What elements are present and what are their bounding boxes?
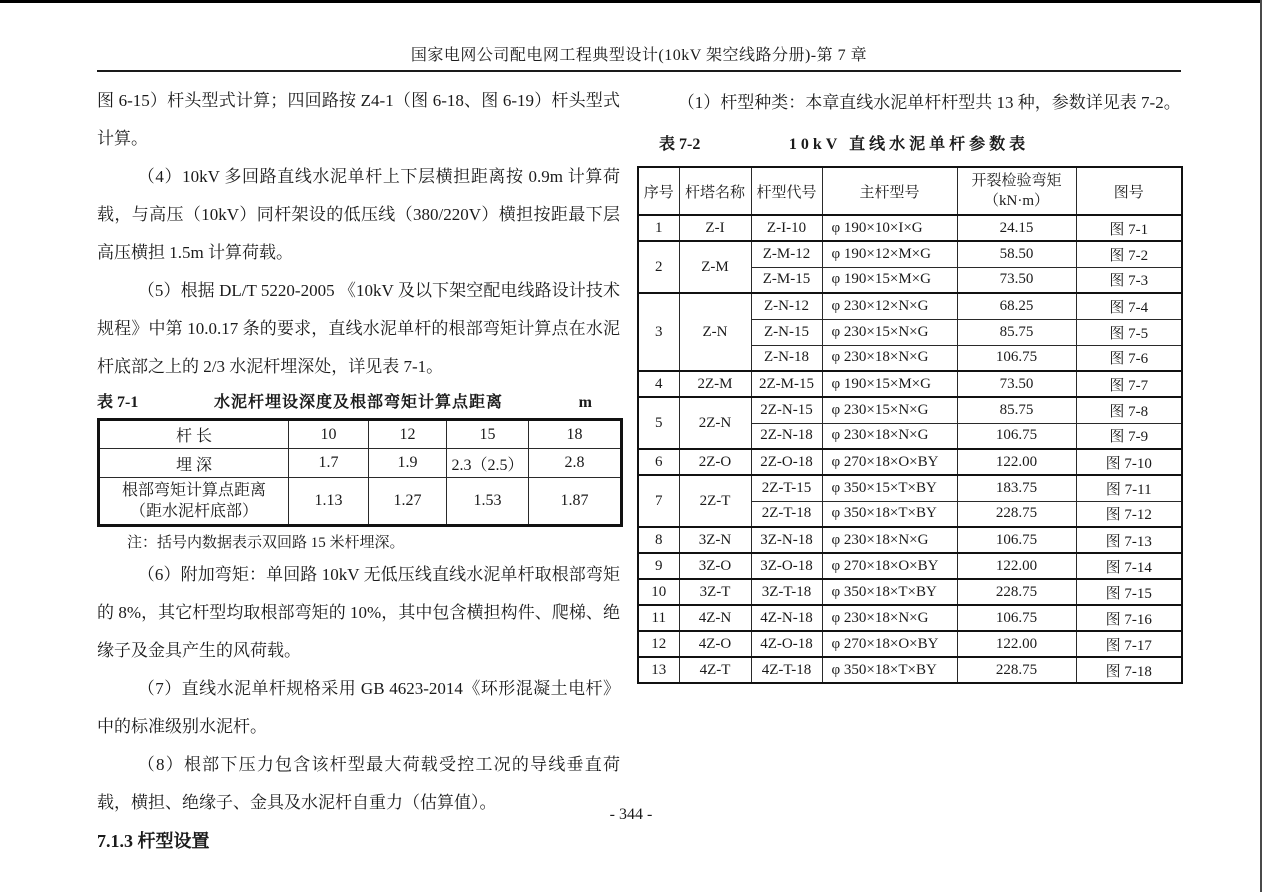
cell-code: Z-I-10 [751, 215, 822, 241]
row-header-line2: （距水泥杆底部） [129, 503, 258, 520]
cell-fig: 图 7-4 [1076, 293, 1182, 319]
cell-spec: φ 350×18×T×BY [822, 579, 957, 605]
cell-name: 4Z-N [679, 605, 751, 631]
cell-name: Z-M [679, 241, 751, 293]
cell-code: Z-N-12 [751, 293, 822, 319]
cell-moment: 122.00 [957, 631, 1076, 657]
cell-code: 2Z-T-15 [751, 475, 822, 501]
cell-moment: 58.50 [957, 241, 1076, 267]
table-title: 10kV 直线水泥单杆参数表 [788, 136, 1030, 153]
cell-fig: 图 7-9 [1076, 423, 1182, 449]
cell-moment: 228.75 [957, 501, 1076, 527]
table-label: 表 7-2 [659, 136, 701, 153]
cell: 15 [447, 420, 529, 449]
cell-spec: φ 350×18×T×BY [822, 501, 957, 527]
cell-spec: φ 230×15×N×G [822, 397, 957, 423]
table-row [638, 241, 1182, 267]
table-row [99, 449, 622, 478]
cell-moment: 85.75 [957, 397, 1076, 423]
cell-no: 12 [638, 631, 679, 657]
page-header-title: 国家电网公司配电网工程典型设计(10kV 架空线路分册)-第 7 章 [410, 47, 868, 64]
cell-moment: 106.75 [957, 345, 1076, 371]
table-7-1-caption [97, 388, 620, 418]
cell-no: 5 [638, 397, 679, 449]
cell-fig: 图 7-1 [1076, 215, 1182, 241]
cell-moment: 106.75 [957, 527, 1076, 553]
cell: 1.13 [289, 478, 369, 526]
cell: 2.8 [529, 449, 622, 478]
column-header [957, 167, 1076, 215]
cell-fig: 图 7-18 [1076, 657, 1182, 683]
cell-spec: φ 190×15×M×G [822, 267, 957, 293]
column-header-line1: 开裂检验弯矩 [971, 173, 1062, 189]
cell-moment: 183.75 [957, 475, 1076, 501]
table-unit: m [578, 394, 592, 411]
cell-code: Z-N-18 [751, 345, 822, 371]
cell-name: 3Z-T [679, 579, 751, 605]
cell-no: 3 [638, 293, 679, 371]
cell: 10 [289, 420, 369, 449]
row-header-cell: 杆 长 [99, 420, 289, 449]
cell-no: 13 [638, 657, 679, 683]
cell-fig: 图 7-17 [1076, 631, 1182, 657]
column-header: 杆塔名称 [679, 167, 751, 215]
cell-spec: φ 350×18×T×BY [822, 657, 957, 683]
cell-fig: 图 7-15 [1076, 579, 1182, 605]
table-7-2 [637, 166, 1183, 684]
cell: 1.27 [369, 478, 447, 526]
cell-name: 2Z-O [679, 449, 751, 475]
paragraph: （6）附加弯矩：单回路 10kV 无低压线直线水泥单杆取根部弯矩的 8%，其它杆型均取根部弯矩的 10%，其中包含横担构件、爬梯、绝缘子及金具产生的风荷载。 [97, 565, 620, 660]
table-row [638, 293, 1182, 319]
cell-no: 7 [638, 475, 679, 527]
cell-no: 6 [638, 449, 679, 475]
cell-code: 3Z-O-18 [751, 553, 822, 579]
cell-spec: φ 230×18×N×G [822, 345, 957, 371]
cell-fig: 图 7-11 [1076, 475, 1182, 501]
cell-code: 2Z-T-18 [751, 501, 822, 527]
cell-spec: φ 270×18×O×BY [822, 553, 957, 579]
table-row [638, 579, 1182, 605]
table-row [638, 449, 1182, 475]
cell-moment: 122.00 [957, 449, 1076, 475]
cell-code: 3Z-N-18 [751, 527, 822, 553]
cell-moment: 228.75 [957, 657, 1076, 683]
scan-border-top [0, 0, 1262, 3]
cell-fig: 图 7-2 [1076, 241, 1182, 267]
cell-spec: φ 190×15×M×G [822, 371, 957, 397]
cell-code: Z-N-15 [751, 319, 822, 345]
cell-moment: 73.50 [957, 267, 1076, 293]
cell-fig: 图 7-8 [1076, 397, 1182, 423]
cell: 1.9 [369, 449, 447, 478]
table-title: 水泥杆埋设深度及根部弯矩计算点距离 [213, 394, 503, 411]
cell-code: Z-M-15 [751, 267, 822, 293]
row-header-cell [99, 478, 289, 526]
cell-name: 2Z-M [679, 371, 751, 397]
cell-moment: 68.25 [957, 293, 1076, 319]
cell-name: 2Z-T [679, 475, 751, 527]
left-column [97, 82, 620, 860]
table-label: 表 7-1 [97, 394, 139, 411]
cell-no: 11 [638, 605, 679, 631]
cell-moment: 106.75 [957, 423, 1076, 449]
cell-code: 4Z-N-18 [751, 605, 822, 631]
cell-fig: 图 7-7 [1076, 371, 1182, 397]
cell-code: 2Z-N-18 [751, 423, 822, 449]
table-row [638, 553, 1182, 579]
cell-spec: φ 190×12×M×G [822, 241, 957, 267]
cell-moment: 106.75 [957, 605, 1076, 631]
cell-name: 4Z-T [679, 657, 751, 683]
cell-no: 1 [638, 215, 679, 241]
paragraph: （4）10kV 多回路直线水泥单杆上下层横担距离按 0.9m 计算荷载，与高压（10kV）同杆架设的低压线（380/220V）横担按距最下层高压横担 1.5m 计算荷载。 [97, 167, 620, 262]
cell-code: 3Z-T-18 [751, 579, 822, 605]
cell: 18 [529, 420, 622, 449]
cell-name: 3Z-N [679, 527, 751, 553]
table-7-1-note: 注：括号内数据表示双回路 15 米杆埋深。 [127, 535, 405, 551]
table-row [638, 215, 1182, 241]
cell-moment: 122.00 [957, 553, 1076, 579]
cell-no: 8 [638, 527, 679, 553]
row-header-line1: 根部弯矩计算点距离 [121, 482, 266, 499]
table-row [638, 605, 1182, 631]
cell: 1.53 [447, 478, 529, 526]
table-row [99, 420, 622, 449]
cell-fig: 图 7-16 [1076, 605, 1182, 631]
cell-moment: 24.15 [957, 215, 1076, 241]
cell-code: 4Z-T-18 [751, 657, 822, 683]
paragraph: （5）根据 DL/T 5220-2005 《10kV 及以下架空配电线路设计技术规程》中第 10.0.17 条的要求，直线水泥单杆的根部弯矩计算点在水泥杆底部之上的 2/3 水泥杆埋深处，详见表 7-1。 [97, 281, 620, 376]
cell-name: 4Z-O [679, 631, 751, 657]
table-row [638, 527, 1182, 553]
table-7-2-caption [637, 130, 1181, 160]
cell-fig: 图 7-10 [1076, 449, 1182, 475]
cell-no: 2 [638, 241, 679, 293]
column-header: 主杆型号 [822, 167, 957, 215]
cell-code: 2Z-N-15 [751, 397, 822, 423]
cell-no: 10 [638, 579, 679, 605]
cell-fig: 图 7-3 [1076, 267, 1182, 293]
cell-fig: 图 7-14 [1076, 553, 1182, 579]
cell-code: 4Z-O-18 [751, 631, 822, 657]
table-7-1 [97, 418, 623, 527]
section-heading: 7.1.3 杆型设置 [97, 831, 210, 851]
paragraph: （7）直线水泥单杆规格采用 GB 4623-2014《环形混凝土电杆》中的标准级别水泥杆。 [97, 679, 620, 736]
paragraph: （8）根部下压力包含该杆型最大荷载受控工况的导线垂直荷载，横担、绝缘子、金具及水泥杆自重力（估算值）。 [97, 755, 620, 812]
cell-name: Z-I [679, 215, 751, 241]
cell-name: Z-N [679, 293, 751, 371]
table-header-row [638, 167, 1182, 215]
column-header-line2: （kN·m） [984, 193, 1049, 209]
cell: 2.3（2.5） [447, 449, 529, 478]
cell-spec: φ 350×15×T×BY [822, 475, 957, 501]
paragraph: （1）杆型种类：本章直线水泥单杆杆型共 13 种，参数详见表 7-2。 [677, 93, 1181, 112]
right-column [637, 84, 1181, 684]
cell-moment: 228.75 [957, 579, 1076, 605]
cell: 1.87 [529, 478, 622, 526]
cell-fig: 图 7-13 [1076, 527, 1182, 553]
paragraph: 图 6-15）杆头型式计算；四回路按 Z4-1（图 6-18、图 6-19）杆头型式计算。 [97, 91, 620, 148]
cell-code: 2Z-O-18 [751, 449, 822, 475]
cell: 1.7 [289, 449, 369, 478]
cell-no: 4 [638, 371, 679, 397]
column-header: 图号 [1076, 167, 1182, 215]
table-row [638, 657, 1182, 683]
cell-name: 3Z-O [679, 553, 751, 579]
cell-spec: φ 230×18×N×G [822, 423, 957, 449]
cell-spec: φ 270×18×O×BY [822, 449, 957, 475]
cell-spec: φ 190×10×I×G [822, 215, 957, 241]
cell-spec: φ 270×18×O×BY [822, 631, 957, 657]
table-row [638, 475, 1182, 501]
table-row [99, 478, 622, 526]
cell-spec: φ 230×18×N×G [822, 527, 957, 553]
table-row [638, 397, 1182, 423]
column-header: 序号 [638, 167, 679, 215]
cell-code: 2Z-M-15 [751, 371, 822, 397]
cell-moment: 73.50 [957, 371, 1076, 397]
cell-spec: φ 230×18×N×G [822, 605, 957, 631]
row-header-cell: 埋 深 [99, 449, 289, 478]
table-row [638, 371, 1182, 397]
table-row [638, 631, 1182, 657]
cell-code: Z-M-12 [751, 241, 822, 267]
cell-fig: 图 7-5 [1076, 319, 1182, 345]
page-number: - 344 - [609, 806, 653, 823]
cell-moment: 85.75 [957, 319, 1076, 345]
cell-name: 2Z-N [679, 397, 751, 449]
cell-spec: φ 230×15×N×G [822, 319, 957, 345]
cell-fig: 图 7-12 [1076, 501, 1182, 527]
cell: 12 [369, 420, 447, 449]
column-header: 杆型代号 [751, 167, 822, 215]
cell-no: 9 [638, 553, 679, 579]
cell-spec: φ 230×12×N×G [822, 293, 957, 319]
page-header-rule [97, 70, 1181, 72]
cell-fig: 图 7-6 [1076, 345, 1182, 371]
